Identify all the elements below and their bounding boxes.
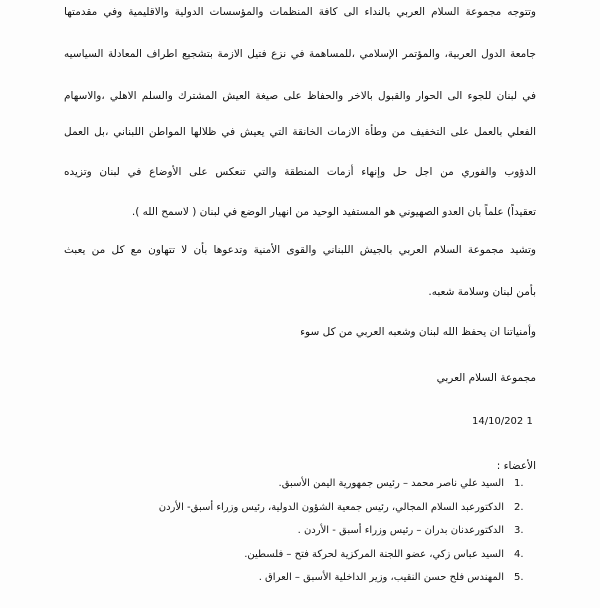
member-text: السيد علي ناصر محمد – رئيس جمهورية اليمن الأسبق. (278, 478, 504, 489)
signature: مجموعة السلام العربي (436, 372, 536, 384)
paragraph-line-1: وتتوجه مجموعة السلام العربي بالنداء الى كافة المنظمات والمؤسسات الدولية والاقليمية وفي مقدمتها (64, 6, 536, 18)
member-number: 5. (514, 572, 524, 583)
member-text: الدكتورعبد السلام المجالي، رئيس جمعية الشؤون الدولية، رئيس وزراء أسبق- الأردن (158, 501, 504, 513)
member-text: الدكتورعدنان بدران – رئيس وزراء أسبق - الأردن . (297, 525, 504, 536)
member-text: السيد عباس زكي، عضو اللجنة المركزية لحركة فتح – فلسطين. (244, 548, 504, 560)
paragraph-line-3: في لبنان للجوء الى الحوار والقبول بالاخر والحفاظ على صيغة العيش المشترك والسلم الاهلي ،والاسهام (64, 90, 536, 102)
member-number: 1. (514, 478, 524, 489)
members-title: الأعضاء : (496, 460, 536, 472)
date: 14/10/202 1 (472, 416, 533, 427)
member-item (159, 502, 532, 526)
member-item (159, 478, 532, 502)
paragraph-line-2: جامعة الدول العربية، والمؤتمر الإسلامي ،للمساهمة في نزع فتيل الازمة بتشجيع اطراف المعادلة السياسيه (64, 48, 536, 60)
army-line-2: بأمن لبنان وسلامة شعبه. (428, 286, 536, 298)
army-line-1: وتشيد مجموعة السلام العربي بالجيش اللبناني والقوى الأمنية وتدعوها بأن لا تتهاون مع كل من يعبث (64, 244, 536, 256)
closing-line: وأمنياتنا ان يحفظ الله لبنان وشعبه العربي من كل سوء (300, 326, 536, 338)
member-number: 2. (514, 501, 524, 513)
member-item (159, 549, 532, 573)
paragraph-line-6: تعقيداً) علماً بان العدو الصهيوني هو المستفيد الوحيد من انهيار الوضع في لبنان ( لاسمح الله ). (131, 206, 536, 218)
paragraph-line-4: الفعلي بالعمل على التخفيف من وطأة الازمات الخانقة التي يعيش في ظلالها المواطن اللبناني ،بل العمل (64, 126, 536, 138)
paragraph-line-5: الدؤوب والفوري من اجل حل وإنهاء أزمات المنطقة والتي تنعكس على الأوضاع في لبنان وتزيده (64, 166, 536, 178)
member-number: 4. (514, 548, 524, 560)
members-list (159, 478, 532, 596)
member-text: المهندس فلح حسن النقيب، وزير الداخلية الأسبق – العراق . (258, 572, 504, 583)
member-item (159, 572, 532, 596)
member-number: 3. (514, 525, 524, 536)
member-item (159, 525, 532, 549)
